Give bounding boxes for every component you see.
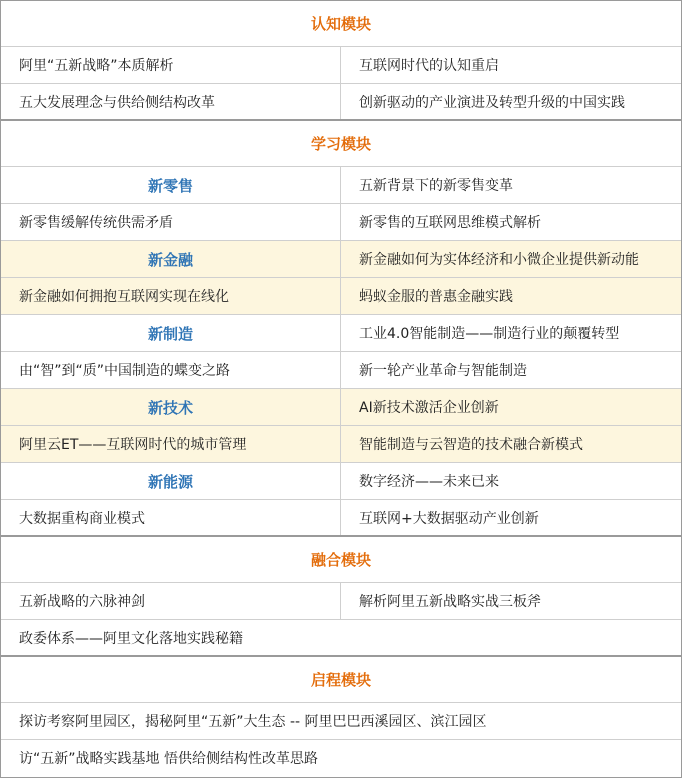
course-cell: 创新驱动的产业演进及转型升级的中国实践 xyxy=(359,94,625,111)
course-cell: 阿里云ET——互联网时代的城市管理 xyxy=(1,426,341,462)
category-row-new-retail xyxy=(1,167,681,204)
category-row-new-manufacturing xyxy=(1,315,681,352)
course-cell: 蚂蚁金服的普惠金融实践 xyxy=(359,289,513,305)
table-row xyxy=(1,47,681,84)
section-title: 学习模块 xyxy=(310,135,371,153)
category-label: 新制造 xyxy=(147,324,193,343)
category-cell xyxy=(1,241,341,277)
course-cell: 五新战略的六脉神剑 xyxy=(1,583,341,619)
category-label: 新零售 xyxy=(147,176,193,195)
category-row-new-finance xyxy=(1,241,681,278)
section-header-learning xyxy=(1,121,681,167)
table-row xyxy=(1,352,681,389)
section-header-cognition xyxy=(1,1,681,47)
course-cell: 访“五新”战略实践基地 悟供给侧结构性改革思路 xyxy=(19,751,318,767)
category-cell xyxy=(1,463,341,499)
table-row xyxy=(1,500,681,537)
course-cell: 新金融如何为实体经济和小微企业提供新动能 xyxy=(359,252,639,268)
course-cell: 探访考察阿里园区，揭秘阿里“五新”大生态 -- 阿里巴巴西溪园区、滨江园区 xyxy=(19,714,487,730)
course-cell: 互联网时代的认知重启 xyxy=(359,58,499,74)
category-row-new-energy xyxy=(1,463,681,500)
category-label: 新金融 xyxy=(147,250,193,269)
course-cell: 解析阿里五新战略实战三板斧 xyxy=(359,594,541,610)
table-row xyxy=(1,703,681,740)
course-cell: 数字经济——未来已来 xyxy=(359,474,499,490)
course-cell: 新一轮产业革命与智能制造 xyxy=(359,363,527,379)
category-row-new-technology xyxy=(1,389,681,426)
course-cell: 互联网+大数据驱动产业创新 xyxy=(359,510,539,527)
course-cell: 大数据重构商业模式 xyxy=(1,500,341,535)
table-row xyxy=(1,84,681,121)
course-cell: 政委体系——阿里文化落地实践秘籍 xyxy=(19,630,243,647)
course-cell: 新零售缓解传统供需矛盾 xyxy=(1,204,341,240)
category-cell xyxy=(1,167,341,203)
section-title: 启程模块 xyxy=(310,671,371,689)
table-row xyxy=(1,620,681,657)
category-cell xyxy=(1,315,341,351)
category-label: 新能源 xyxy=(147,472,193,491)
course-cell: AI新技术激活企业创新 xyxy=(359,400,499,416)
table-row xyxy=(1,204,681,241)
course-cell: 新金融如何拥抱互联网实现在线化 xyxy=(1,278,341,314)
course-cell: 阿里“五新战略”本质解析 xyxy=(1,47,341,83)
course-cell: 五新背景下的新零售变革 xyxy=(359,178,513,194)
category-cell xyxy=(1,389,341,425)
course-cell: 五大发展理念与供给侧结构改革 xyxy=(1,84,341,119)
table-row xyxy=(1,740,681,776)
course-cell: 由“智”到“质”中国制造的蝶变之路 xyxy=(1,352,341,388)
section-title: 融合模块 xyxy=(310,551,371,569)
course-cell: 工业4.0智能制造——制造行业的颠覆转型 xyxy=(359,326,620,342)
course-cell: 新零售的互联网思维模式解析 xyxy=(359,215,541,231)
table-row xyxy=(1,426,681,463)
category-label: 新技术 xyxy=(147,398,193,417)
table-row xyxy=(1,583,681,620)
section-header-fusion xyxy=(1,537,681,583)
course-cell: 智能制造与云智造的技术融合新模式 xyxy=(359,437,583,453)
table-row xyxy=(1,278,681,315)
section-header-launch xyxy=(1,657,681,703)
section-title: 认知模块 xyxy=(310,15,371,33)
